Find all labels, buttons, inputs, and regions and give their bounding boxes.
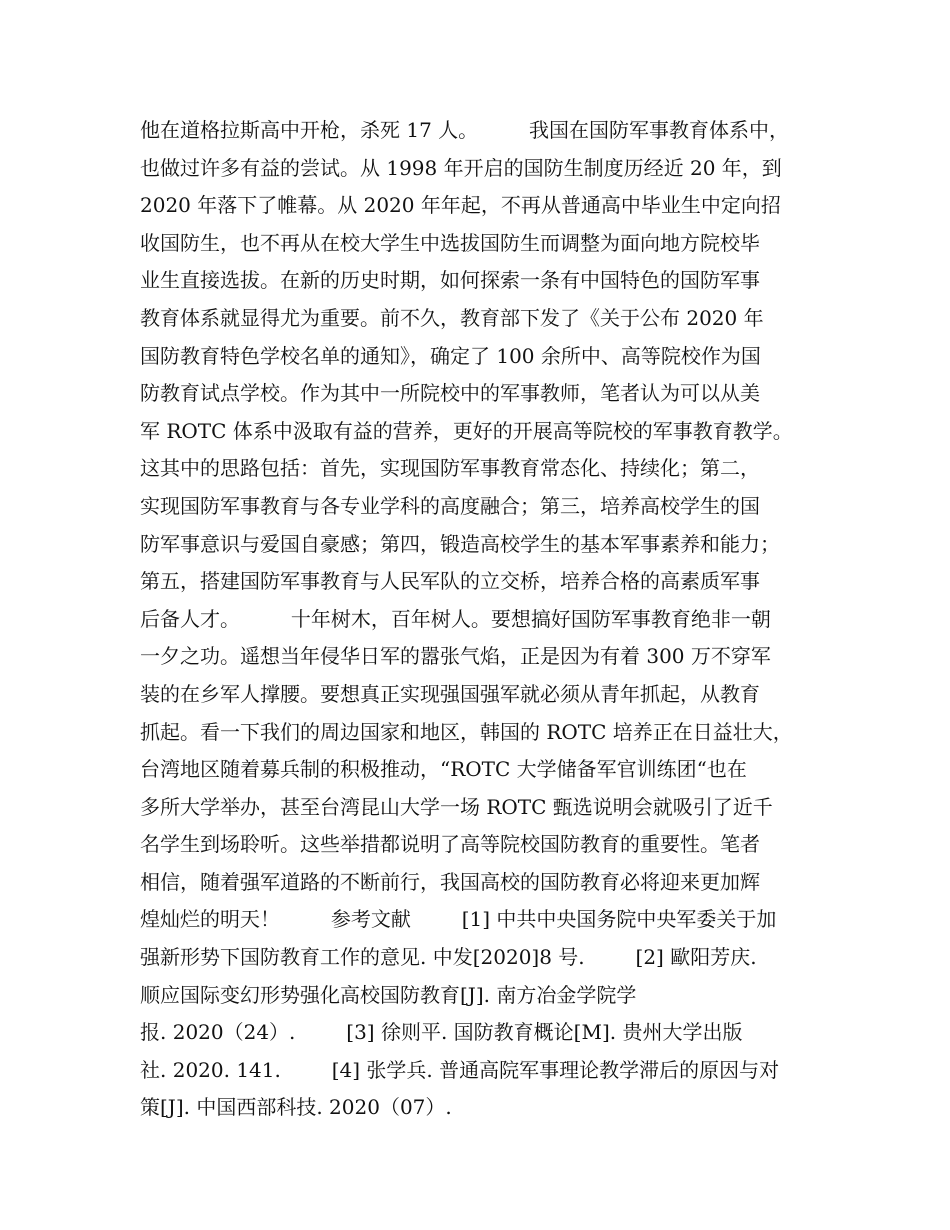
text-line: 国防教育特色学校名单的通知》，确定了 100 余所中、高等院校作为国 (140, 343, 761, 368)
text-line: 顺应国际变幻形势强化高校国防教育[J]. 南方冶金学院学 (140, 982, 637, 1007)
text-line: 抓起。看一下我们的周边国家和地区，韩国的 ROTC 培养正在日益壮大， (140, 719, 793, 744)
text-line: 名学生到场聆听。这些举措都说明了高等院校国防教育的重要性。笔者 (140, 832, 760, 857)
text-line: 收国防生，也不再从在校大学生中选拔国防生而调整为面向地方院校毕 (140, 230, 760, 255)
text-line: 业生直接选拔。在新的历史时期，如何探索一条有中国特色的国防军事 (140, 268, 760, 293)
text-line: 强新形势下国防教育工作的意见. 中发[2020]8 号. [2] 歐阳芳庆. (140, 945, 757, 970)
text-line: 相信，随着强军道路的不断前行，我国高校的国防教育必将迎来更加辉 (140, 869, 760, 894)
text-line: 这其中的思路包括：首先，实现国防军事教育常态化、持续化；第二， (140, 456, 760, 481)
text-line: 他在道格拉斯高中开枪，杀死 17 人。 我国在国防军事教育体系中， (140, 118, 790, 142)
text-line: 第五，搭建国防军事教育与人民军队的立交桥，培养合格的高素质军事 (140, 569, 760, 594)
text-line: 煌灿烂的明天！ 参考文献 [1] 中共中央国务院中央军委关于加 (140, 907, 777, 932)
text-line: 2020 年落下了帷幕。从 2020 年年起，不再从普通高中毕业生中定向招 (140, 193, 781, 218)
text-line: 社. 2020. 141. [4] 张学兵. 普通高院军事理论教学滞后的原因与对 (140, 1057, 780, 1082)
text-line: 教育体系就显得尤为重要。前不久，教育部下发了《关于公布 2020 年 (140, 305, 764, 330)
text-line: 装的在乡军人撑腰。要想真正实现强国强军就必须从青年抓起，从教育 (140, 681, 760, 706)
body-text (140, 112, 820, 1127)
text-line: 多所大学举办，甚至台湾昆山大学一场 ROTC 甄选说明会就吸引了近千 (140, 794, 773, 819)
text-line: 台湾地区随着募兵制的积极推动，“ROTC 大学储备军官训练团“也在 (140, 757, 747, 782)
text-line: 策[J]. 中国西部科技. 2020（07）. (140, 1095, 452, 1120)
text-line: 后备人才。 十年树木，百年树人。要想搞好国防军事教育绝非一朝 (140, 606, 771, 631)
text-line: 防军事意识与爱国自豪感；第四，锻造高校学生的基本军事素养和能力； (140, 531, 780, 556)
text-line: 实现国防军事教育与各专业学科的高度融合；第三，培养高校学生的国 (140, 493, 760, 518)
text-line: 军 ROTC 体系中汲取有益的营养，更好的开展高等院校的军事教育教学。 (140, 418, 793, 443)
text-line: 一夕之功。遥想当年侵华日军的嚣张气焰，正是因为有着 300 万不穿军 (140, 644, 771, 669)
text-line: 报. 2020（24）. [3] 徐则平. 国防教育概论[M]. 贵州大学出版 (140, 1020, 743, 1045)
text-line: 防教育试点学校。作为其中一所院校中的军事教师，笔者认为可以从美 (140, 381, 760, 406)
text-line: 也做过许多有益的尝试。从 1998 年开启的国防生制度历经近 20 年，到 (140, 155, 782, 180)
